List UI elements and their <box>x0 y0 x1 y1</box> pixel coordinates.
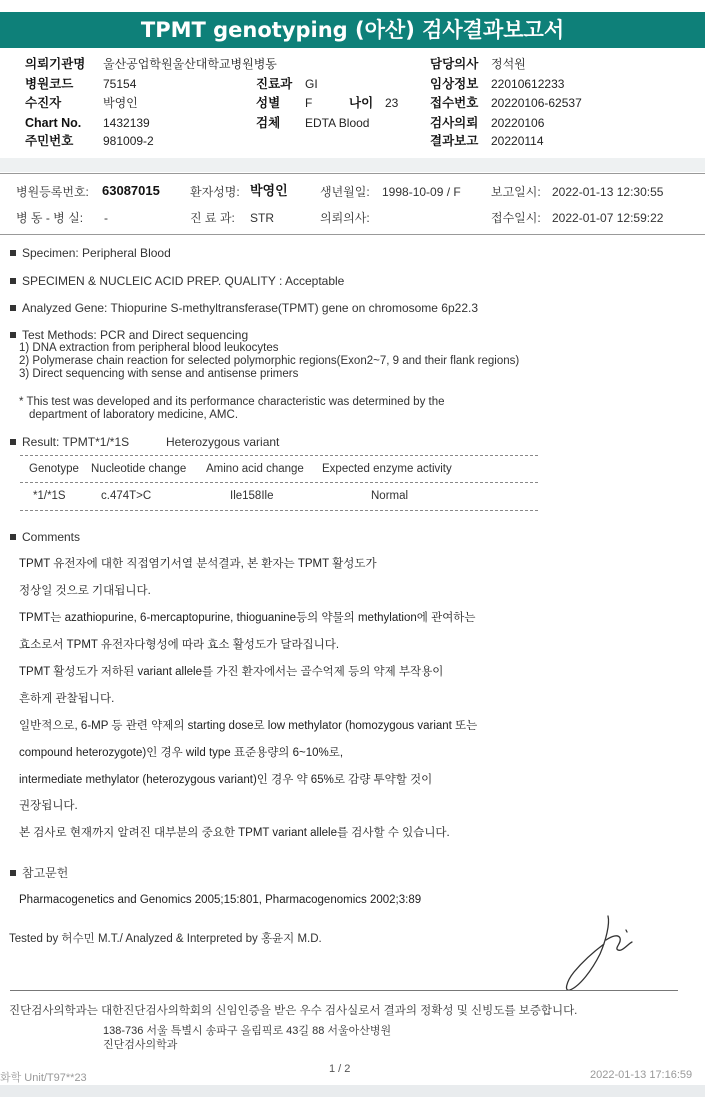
report-title-banner: TPMT genotyping (아산) 검사결과보고서 <box>0 12 705 48</box>
result-table-rule <box>20 482 538 483</box>
comment-line: TPMT는 azathiopurine, 6-mercaptopurine, thioguanine등의 약물의 methylation에 관여하는 <box>19 612 476 624</box>
quality-line <box>10 274 344 288</box>
patient-name-label: 환자성명: <box>190 185 240 199</box>
footer-rule <box>10 990 678 991</box>
cell-genotype: *1/*1S <box>33 490 66 502</box>
result-table-rule <box>20 510 538 511</box>
comments-title: Comments <box>22 530 81 544</box>
org-value: 울산공업학원울산대학교병원병동 <box>103 57 277 71</box>
bullet-square-icon <box>10 278 16 284</box>
org-label: 의뢰기관명 <box>25 57 86 71</box>
cell-amino-acid: Ile158Ile <box>230 490 274 502</box>
header-divider <box>0 158 705 172</box>
hospital-code-label: 병원코드 <box>25 77 74 91</box>
col-amino-acid: Amino acid change <box>206 463 304 475</box>
sex-label: 성별 <box>256 96 281 110</box>
bullet-square-icon <box>10 250 16 256</box>
examinee-value: 박영인 <box>103 96 138 110</box>
print-timestamp: 2022-01-13 17:16:59 <box>590 1069 693 1081</box>
bullet-square-icon <box>10 305 16 311</box>
examinee-label: 수진자 <box>25 96 62 110</box>
signature <box>560 910 640 995</box>
methods-title: Test Methods: PCR and Direct sequencing <box>22 328 249 342</box>
report-datetime-label: 보고일시: <box>491 185 541 199</box>
birth-label: 생년월일: <box>320 185 370 199</box>
dept-label: 진 료 과: <box>190 211 235 225</box>
note-line-2: department of laboratory medicine, AMC. <box>29 409 239 421</box>
chart-no-value: 1432139 <box>103 116 150 130</box>
comment-line: 본 검사로 현재까지 알려진 대부분의 중요한 TPMT variant allele를 검사할 수 있습니다. <box>19 827 450 839</box>
department-label: 진료과 <box>256 77 293 91</box>
department-name: 진단검사의학과 <box>103 1039 178 1051</box>
method-item-3: 3) Direct sequencing with sense and antisense primers <box>19 368 299 380</box>
comment-line: 일반적으로, 6-MP 등 관련 약제의 starting dose로 low methylator (homozygous variant 또는 <box>19 720 478 732</box>
comment-line: 권장됩니다. <box>19 800 78 812</box>
reg-no-value: 63087015 <box>102 183 160 198</box>
bullet-square-icon <box>10 870 16 876</box>
gene-line <box>10 301 478 315</box>
specimen-type-label: 검체 <box>256 116 281 130</box>
result-table-rule <box>20 455 538 456</box>
comment-line: compound heterozygote)인 경우 wild type 표준용량의 6~10%로, <box>19 747 344 759</box>
specimen-line <box>10 246 171 260</box>
patient-name-value: 박영인 <box>250 183 288 198</box>
references-title: 참고문헌 <box>22 866 69 880</box>
referring-doctor-label: 의뢰의사: <box>320 211 370 225</box>
comment-line: TPMT 활성도가 저하된 variant allele를 가진 환자에서는 골수억제 등의 약제 부작용이 <box>19 666 444 678</box>
sex-value: F <box>305 96 313 110</box>
references-heading <box>10 866 68 880</box>
cell-nucleotide: c.474T>C <box>101 490 152 502</box>
received-label: 접수일시: <box>491 211 541 225</box>
col-enzyme: Expected enzyme activity <box>322 463 452 475</box>
specimen-type-value: EDTA Blood <box>305 116 370 130</box>
comment-line: 정상일 것으로 기대됩니다. <box>19 585 151 597</box>
age-label: 나이 <box>349 96 374 110</box>
comment-line: 흔하게 관찰됩니다. <box>19 693 115 705</box>
age-value: 23 <box>385 96 399 110</box>
request-date-value: 20220106 <box>491 116 545 130</box>
gene-text: Analyzed Gene: Thiopurine S-methyltransferase(TPMT) gene on chromosome 6p22.3 <box>22 301 479 315</box>
references-text: Pharmacogenetics and Genomics 2005;15:801, Pharmacogenomics 2002;3:89 <box>19 894 422 906</box>
bullet-square-icon <box>10 534 16 540</box>
bottom-bar <box>0 1085 705 1097</box>
report-date-label: 결과보고 <box>430 134 479 148</box>
doctor-label: 담당의사 <box>430 57 479 71</box>
birth-value: 1998-10-09 / F <box>382 185 461 199</box>
result-label: Result: TPMT*1/*1S <box>22 435 130 449</box>
chart-no-label: Chart No. <box>25 116 82 130</box>
report-datetime-value: 2022-01-13 12:30:55 <box>552 185 664 199</box>
hospital-code-value: 75154 <box>103 77 137 91</box>
address: 138-736 서울 특별시 송파구 올림픽로 43길 88 서울아산병원 <box>103 1025 392 1037</box>
result-variant: Heterozygous variant <box>166 435 280 449</box>
comment-line: intermediate methylator (heterozygous variant)인 경우 약 65%로 감량 투약할 것이 <box>19 774 433 786</box>
resident-no-value: 981009-2 <box>103 134 154 148</box>
col-nucleotide: Nucleotide change <box>91 463 187 475</box>
cell-enzyme: Normal <box>371 490 409 502</box>
dept-value: STR <box>250 211 274 225</box>
reg-no-label: 병원등록번호: <box>16 185 89 199</box>
tested-by: Tested by 허수민 M.T./ Analyzed & Interpreted by 홍윤지 M.D. <box>9 933 322 945</box>
patient-block-bottom-rule <box>0 234 705 235</box>
bullet-square-icon <box>10 439 16 445</box>
result-line <box>10 435 129 449</box>
clinical-info-value: 22010612233 <box>491 77 565 91</box>
accession-value: 20220106-62537 <box>491 96 582 110</box>
bullet-square-icon <box>10 332 16 338</box>
certification-text: 진단검사의학과는 대한진단검사의학회의 신임인증을 받은 우수 검사실로서 결과의 정확성 및 신빙도를 보증합니다. <box>9 1005 578 1017</box>
method-item-2: 2) Polymerase chain reaction for selected polymorphic regions(Exon2~7, 9 and their flank regions) <box>19 355 520 367</box>
department-value: GI <box>305 77 318 91</box>
received-value: 2022-01-07 12:59:22 <box>552 211 664 225</box>
ward-label: 병 동 - 병 실: <box>16 211 84 225</box>
resident-no-label: 주민번호 <box>25 134 74 148</box>
patient-block-top-rule <box>0 173 705 174</box>
methods-line <box>10 328 248 342</box>
ward-value: - <box>104 211 108 225</box>
comments-heading <box>10 530 80 544</box>
report-date-value: 20220114 <box>491 134 544 148</box>
comment-line: TPMT 유전자에 대한 직접염기서열 분석결과, 본 환자는 TPMT 활성도가 <box>19 558 377 570</box>
accession-label: 접수번호 <box>430 96 479 110</box>
specimen-text: Specimen: Peripheral Blood <box>22 246 171 260</box>
clinical-info-label: 임상정보 <box>430 77 479 91</box>
col-genotype: Genotype <box>29 463 79 475</box>
unit-mark: 화학 Unit/T97**23 <box>0 1072 87 1084</box>
method-item-1: 1) DNA extraction from peripheral blood leukocytes <box>19 342 279 354</box>
comment-line: 효소로서 TPMT 유전자다형성에 따라 효소 활성도가 달라집니다. <box>19 639 340 651</box>
quality-text: SPECIMEN & NUCLEIC ACID PREP. QUALITY : Acceptable <box>22 274 345 288</box>
note-line-1: * This test was developed and its performance characteristic was determined by the <box>19 396 445 408</box>
request-date-label: 검사의뢰 <box>430 116 479 130</box>
doctor-value: 정석원 <box>491 57 526 71</box>
page-indicator: 1 / 2 <box>329 1063 351 1075</box>
